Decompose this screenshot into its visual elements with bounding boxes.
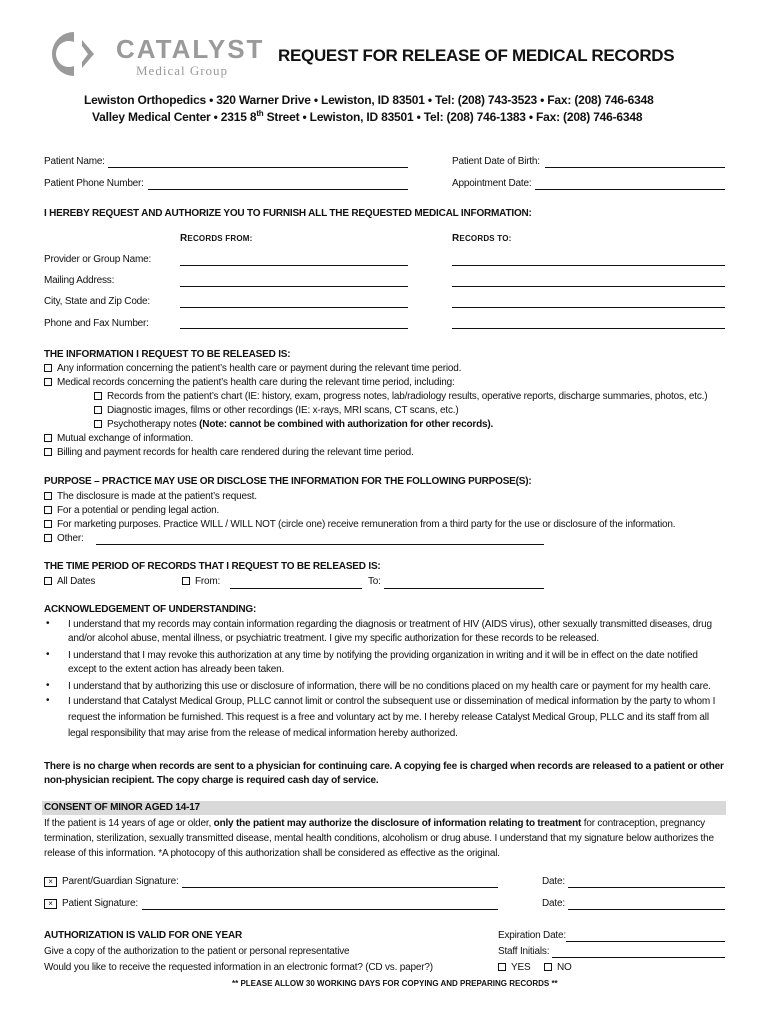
patient-name-label: Patient Name: (44, 156, 105, 167)
from-option[interactable] (182, 576, 220, 587)
checkbox[interactable] (44, 378, 52, 386)
ack-2b: except to the extent action has already been taken. (68, 664, 285, 675)
city-to-field[interactable] (452, 307, 725, 308)
checkbox[interactable] (44, 448, 52, 456)
checkbox[interactable] (544, 963, 552, 971)
info-item-2-text: Medical records concerning the patient’s health care during the relevant time period, including: (57, 377, 455, 388)
purpose-item-2-text: For a potential or pending legal action. (57, 505, 220, 516)
city-label: City, State and Zip Code: (44, 296, 150, 307)
logo-name: CATALYST (116, 34, 265, 64)
guardian-signature-label (44, 876, 179, 887)
info-item-1[interactable] (44, 363, 461, 374)
checkbox[interactable] (94, 420, 102, 428)
checkbox[interactable] (498, 963, 506, 971)
guardian-date-field[interactable] (568, 887, 725, 888)
to-date-field[interactable] (384, 588, 544, 589)
checkbox[interactable] (44, 577, 52, 585)
checkbox[interactable] (94, 406, 102, 414)
minor-line-1 (44, 818, 705, 829)
bullet-icon: • (46, 618, 50, 629)
psych-note: (Note: cannot be combined with authorization for other records). (199, 419, 494, 430)
dob-field[interactable] (545, 167, 725, 168)
appt-field[interactable] (535, 189, 725, 190)
other-field[interactable] (96, 544, 544, 545)
minor-heading: CONSENT OF MINOR AGED 14-17 (44, 802, 200, 813)
purpose-item-4[interactable] (44, 533, 84, 544)
charge-line-2: non-physician recipient. The copy charge is required cash day of service. (44, 775, 379, 786)
yes-option[interactable] (498, 962, 530, 973)
purpose-item-3[interactable] (44, 519, 675, 530)
address-line-2 (92, 109, 642, 124)
purpose-heading: PURPOSE – PRACTICE MAY USE OR DISCLOSE THE INFORMATION FOR THE FOLLOWING PURPOSE(S): (44, 476, 532, 487)
info-item-4-text: Billing and payment records for health care rendered during the relevant time period. (57, 447, 414, 458)
bullet-icon: • (46, 695, 50, 706)
charge-line-1: There is no charge when records are sent to a physician for continuing care. A copying fee is charged when records are released to a patient or other (44, 761, 724, 772)
patient-signature-field[interactable] (142, 909, 498, 910)
checkbox[interactable] (44, 434, 52, 442)
valid-line-2: Would you like to receive the requested information in an electronic format? (CD vs. paper?) (44, 962, 433, 973)
info-item-3-text: Mutual exchange of information. (57, 433, 194, 444)
provider-from-field[interactable] (180, 265, 408, 266)
minor-1b: only the patient may authorize the disclosure of information relating to treatment (213, 818, 582, 829)
address-2-sup: th (256, 109, 264, 118)
minor-line-3: release of this information. *A photocopy of this authorization shall be considered as effective as the original. (44, 848, 500, 859)
info-sub-2-text: Diagnostic images, films or other recordings (IE: x-rays, MRI scans, CT scans, etc.) (107, 405, 459, 416)
patient-name-field[interactable] (108, 167, 408, 168)
mailing-to-field[interactable] (452, 286, 725, 287)
purpose-item-4-text: Other: (57, 533, 84, 544)
minor-1c: for contraception, pregnancy (581, 818, 705, 829)
info-item-4[interactable] (44, 447, 414, 458)
bullet-icon: • (46, 680, 50, 691)
records-to-rest: ECORDS TO: (459, 234, 512, 243)
info-item-3[interactable] (44, 433, 193, 444)
valid-heading: AUTHORIZATION IS VALID FOR ONE YEAR (44, 930, 243, 941)
patient-date-label: Date: (542, 898, 565, 909)
ack-4c: legal responsibility that may arise from the release of medical information hereby authorized. (68, 728, 458, 739)
checkbox[interactable] (44, 520, 52, 528)
address-2-b: Street • Lewiston, ID 83501 • Tel: (208) 746-1383 • Fax: (208) 746-6348 (263, 110, 643, 124)
from-text: From: (195, 576, 221, 587)
provider-label: Provider or Group Name: (44, 254, 152, 265)
to-label: To: (368, 576, 381, 587)
catalyst-logo-icon (44, 26, 108, 82)
patient-date-field[interactable] (568, 909, 725, 910)
ack-heading: ACKNOWLEDGEMENT OF UNDERSTANDING: (44, 604, 257, 615)
footer-note: ** PLEASE ALLOW 30 WORKING DAYS FOR COPYING AND PREPARING RECORDS ** (232, 979, 558, 988)
ack-4a: I understand that Catalyst Medical Group, PLLC cannot limit or control the subsequent use or dissemination of medical information by the party to whom I (68, 696, 716, 707)
no-option[interactable] (544, 962, 572, 973)
city-from-field[interactable] (180, 307, 408, 308)
all-dates-text: All Dates (57, 576, 96, 587)
guardian-signature-field[interactable] (182, 887, 498, 888)
psych-text: Psychotherapy notes (107, 419, 200, 430)
ack-3: I understand that by authorizing this use or disclosure of information, there will be no conditions placed on my health care or payment for my health care. (68, 681, 711, 692)
staff-label: Staff Initials: (498, 946, 550, 957)
checkbox[interactable] (44, 492, 52, 500)
info-sub-1[interactable] (94, 391, 707, 402)
info-sub-2[interactable] (94, 405, 458, 416)
phonefax-to-field[interactable] (452, 328, 725, 329)
checkbox[interactable] (44, 364, 52, 372)
logo (44, 26, 265, 82)
guardian-sig-text: Parent/Guardian Signature: (62, 876, 179, 887)
expiration-field[interactable] (566, 941, 725, 942)
all-dates-option[interactable] (44, 576, 95, 587)
mailing-from-field[interactable] (180, 286, 408, 287)
info-sub-1-text: Records from the patient’s chart (IE: history, exam, progress notes, lab/radiology results, operative reports, discharge summaries, photos, etc.) (107, 391, 708, 402)
phone-label: Patient Phone Number: (44, 178, 144, 189)
no-text: NO (557, 962, 572, 973)
records-to-heading (452, 233, 512, 244)
purpose-item-2[interactable] (44, 505, 219, 516)
valid-line-1: Give a copy of the authorization to the patient or personal representative (44, 946, 350, 957)
checkbox[interactable] (94, 392, 102, 400)
checkbox[interactable] (44, 534, 52, 542)
sign-here-icon: × (44, 899, 57, 909)
ack-4b: request the information be furnished. This request is a free and voluntary act by me. I hereby release Catalyst Medical Group, PLLC and its staff from all (68, 712, 709, 723)
records-to-r: R (452, 233, 460, 244)
records-from-heading (180, 233, 253, 244)
logo-subtitle: Medical Group (136, 63, 229, 78)
ack-1b: and/or alcohol abuse, mental illness, or psychiatric treatment. I give my specific authorization for these records to be released. (68, 633, 599, 644)
from-date-field[interactable] (230, 588, 362, 589)
ack-1a: I understand that my records may contain information regarding the diagnosis or treatment of HIV (AIDS virus), other sexually transmitted diseases, drug (68, 619, 712, 630)
info-item-1-text: Any information concerning the patient’s health care or payment during the relevant time period. (57, 363, 462, 374)
minor-line-2: termination, sterilization, sexually transmitted disease, mental health conditions, alcoholism or drug abuse. I understand that my signature below authorizes the (44, 833, 714, 844)
guardian-date-label: Date: (542, 876, 565, 887)
dob-label: Patient Date of Birth: (452, 156, 540, 167)
authorize-heading: I HEREBY REQUEST AND AUTHORIZE YOU TO FURNISH ALL THE REQUESTED MEDICAL INFORMATION: (44, 208, 532, 219)
ack-2a: I understand that I may revoke this authorization at any time by notifying the providing organization in writing and it will be in effect on the date notified (68, 650, 698, 661)
purpose-item-1[interactable] (44, 491, 257, 502)
address-line-1: Lewiston Orthopedics • 320 Warner Drive • Lewiston, ID 83501 • Tel: (208) 743-3523 • Fax: (208) 746-6348 (84, 93, 654, 107)
records-from-rest: ECORDS FROM: (187, 234, 253, 243)
info-sub-3[interactable] (94, 419, 493, 430)
page-title: REQUEST FOR RELEASE OF MEDICAL RECORDS (278, 46, 675, 65)
provider-to-field[interactable] (452, 265, 725, 266)
address-2-a: Valley Medical Center • 2315 8 (92, 110, 257, 124)
purpose-item-1-text: The disclosure is made at the patient’s request. (57, 491, 257, 502)
records-from-r: R (180, 233, 188, 244)
info-heading: THE INFORMATION I REQUEST TO BE RELEASED IS: (44, 349, 291, 360)
minor-1a: If the patient is 14 years of age or older, (44, 818, 214, 829)
phonefax-label: Phone and Fax Number: (44, 318, 149, 329)
appt-label: Appointment Date: (452, 178, 532, 189)
sign-here-icon: × (44, 877, 57, 887)
staff-field[interactable] (552, 957, 725, 958)
bullet-icon: • (46, 649, 50, 660)
period-heading: THE TIME PERIOD OF RECORDS THAT I REQUEST TO BE RELEASED IS: (44, 561, 381, 572)
purpose-item-3-text: For marketing purposes. Practice WILL / WILL NOT (circle one) receive remuneration from a third party for the use or disclosure of the information. (57, 519, 676, 530)
phonefax-from-field[interactable] (180, 328, 408, 329)
checkbox[interactable] (44, 506, 52, 514)
yes-text: YES (511, 962, 531, 973)
phone-field[interactable] (148, 189, 408, 190)
mailing-label: Mailing Address: (44, 275, 115, 286)
patient-sig-text: Patient Signature: (62, 898, 138, 909)
checkbox[interactable] (182, 577, 190, 585)
info-item-2[interactable] (44, 377, 455, 388)
expiration-label: Expiration Date: (498, 930, 566, 941)
patient-signature-label (44, 898, 138, 909)
